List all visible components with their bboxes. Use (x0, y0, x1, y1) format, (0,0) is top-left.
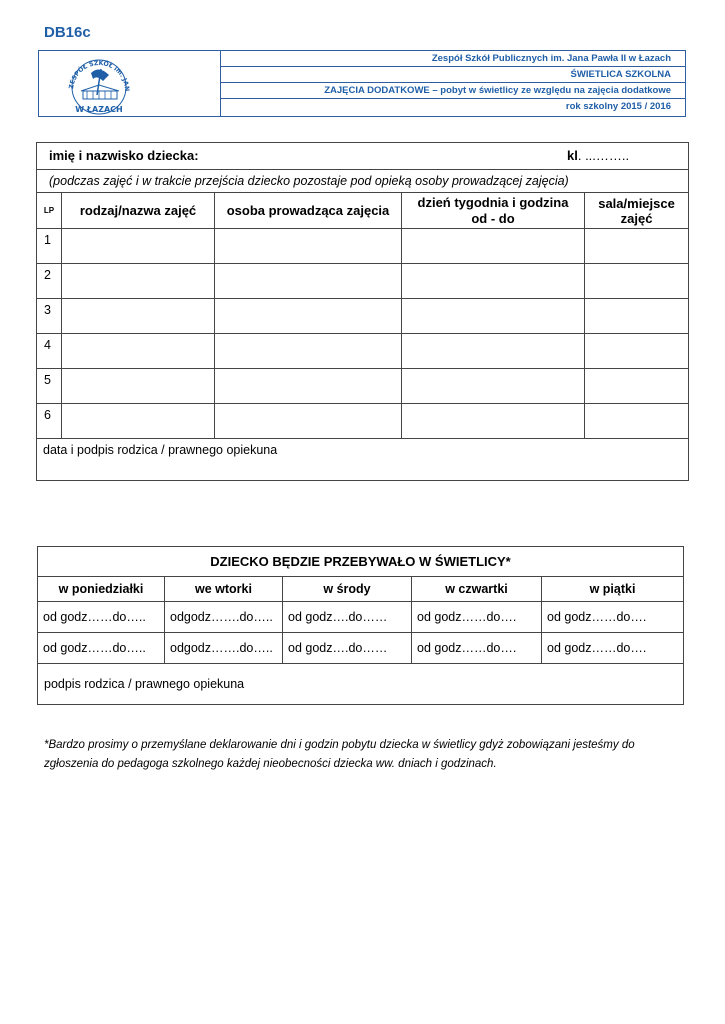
table-row (37, 299, 689, 334)
time-slot-friday[interactable]: od godz……do…. (542, 633, 684, 664)
instructor-cell[interactable] (215, 334, 402, 369)
schedule-table (37, 546, 684, 705)
day-time-cell[interactable] (402, 299, 585, 334)
activity-type-cell[interactable] (62, 264, 215, 299)
footnote: *Bardzo prosimy o przemyślane deklarowanie dni i godzin pobytu dziecka w świetlicy gdyż zobowiązani jesteśmy do zgłoszenia do pedagoga szkolnego każdej nieobecności dziecka ww. dniach i godzinach. (44, 739, 635, 770)
instructor-cell[interactable] (215, 264, 402, 299)
activities-table (36, 142, 689, 481)
day-time-cell[interactable] (402, 334, 585, 369)
activity-type-cell[interactable] (62, 229, 215, 264)
day-thursday: w czwartki (412, 577, 542, 602)
col-room-line1: sala/miejsce (598, 195, 675, 211)
form-subject: ZAJĘCIA DODATKOWE – pobyt w świetlicy ze względu na zajęcia dodatkowe (221, 83, 685, 99)
day-time-cell[interactable] (402, 369, 585, 404)
instructor-cell[interactable] (215, 404, 402, 439)
row-number: 4 (37, 334, 62, 369)
row-number: 3 (37, 299, 62, 334)
row-number: 6 (37, 404, 62, 439)
department-name: ŚWIETLICA SZKOLNA (221, 67, 685, 83)
school-year: rok szkolny 2015 / 2016 (565, 101, 671, 112)
class-field (567, 148, 629, 163)
day-wednesday: w środy (283, 577, 412, 602)
activity-type-cell[interactable] (62, 404, 215, 439)
col-day-time-line1: dzień tygodnia i godzina (417, 194, 569, 210)
table-row (37, 369, 689, 404)
day-time-cell[interactable] (402, 404, 585, 439)
room-cell[interactable] (585, 404, 689, 439)
activities-header-row (37, 193, 689, 229)
time-slot-friday[interactable]: od godz……do…. (542, 602, 684, 633)
table-row (37, 334, 689, 369)
school-emblem-icon (39, 51, 219, 116)
row-number: 2 (37, 264, 62, 299)
time-slot-thursday[interactable]: od godz……do…. (412, 633, 542, 664)
parent-signature-date-field[interactable]: data i podpis rodzica / prawnego opiekuna (37, 439, 689, 481)
child-name-row (37, 143, 689, 170)
logo-bottom-text: W ŁAZACH (75, 105, 123, 114)
document-code: DB16c (44, 24, 91, 41)
time-slot-monday[interactable]: od godz……do….. (38, 602, 165, 633)
school-logo (39, 51, 221, 116)
day-tuesday: we wtorki (165, 577, 283, 602)
instructor-cell[interactable] (215, 229, 402, 264)
table-row (37, 229, 689, 264)
room-cell[interactable] (585, 369, 689, 404)
table-row (37, 264, 689, 299)
day-monday: w poniedziałki (38, 577, 165, 602)
activity-type-cell[interactable] (62, 334, 215, 369)
parent-signature-row (37, 439, 689, 481)
schedule-signature-row (38, 664, 684, 705)
col-room (585, 193, 689, 229)
instructor-cell[interactable] (215, 299, 402, 334)
day-friday: w piątki (542, 577, 684, 602)
svg-text:ZESPÓŁ SZKÓŁ im. JANA PAWŁA II (39, 51, 130, 92)
day-time-cell[interactable] (402, 264, 585, 299)
logo-arc-text: ZESPÓŁ SZKÓŁ im. JAN (68, 59, 131, 92)
table-row (37, 404, 689, 439)
room-cell[interactable] (585, 229, 689, 264)
row-number: 1 (37, 229, 62, 264)
schedule-title-row (38, 547, 684, 577)
child-name-label: imię i nazwisko dziecka: (49, 148, 199, 163)
room-cell[interactable] (585, 299, 689, 334)
time-slot-tuesday[interactable]: odgodz…….do….. (165, 602, 283, 633)
room-cell[interactable] (585, 264, 689, 299)
day-time-cell[interactable] (402, 229, 585, 264)
time-slot-monday[interactable]: od godz……do….. (38, 633, 165, 664)
note-row (37, 170, 689, 193)
activity-type-cell[interactable] (62, 299, 215, 334)
room-cell[interactable] (585, 334, 689, 369)
parent-signature-field[interactable]: podpis rodzica / prawnego opiekuna (38, 664, 684, 705)
col-lp: LP (37, 193, 62, 229)
instructor-cell[interactable] (215, 369, 402, 404)
col-day-time (402, 193, 585, 229)
class-label: kl (567, 148, 578, 163)
col-activity-type: rodzaj/nazwa zajęć (62, 193, 215, 229)
col-day-time-line2: od - do (471, 210, 515, 226)
school-name: Zespół Szkół Publicznych im. Jana Pawła II w Łazach (221, 51, 685, 67)
schedule-time-row (38, 633, 684, 664)
activity-type-cell[interactable] (62, 369, 215, 404)
time-slot-wednesday[interactable]: od godz….do…… (283, 633, 412, 664)
row-number: 5 (37, 369, 62, 404)
time-slot-wednesday[interactable]: od godz….do…… (283, 602, 412, 633)
supervision-note: (podczas zajęć i w trakcie przejścia dziecko pozostaje pod opieką osoby prowadzącej zajęcia) (37, 170, 689, 193)
schedule-days-row (38, 577, 684, 602)
time-slot-tuesday[interactable]: odgodz…….do….. (165, 633, 283, 664)
col-room-line2: zajęć (620, 210, 653, 226)
schedule-title: DZIECKO BĘDZIE PRZEBYWAŁO W ŚWIETLICY* (38, 547, 684, 577)
col-instructor: osoba prowadząca zajęcia (215, 193, 402, 229)
class-placeholder: . ...…….. (577, 148, 630, 163)
schedule-time-row (38, 602, 684, 633)
time-slot-thursday[interactable]: od godz……do…. (412, 602, 542, 633)
school-header (38, 50, 686, 117)
